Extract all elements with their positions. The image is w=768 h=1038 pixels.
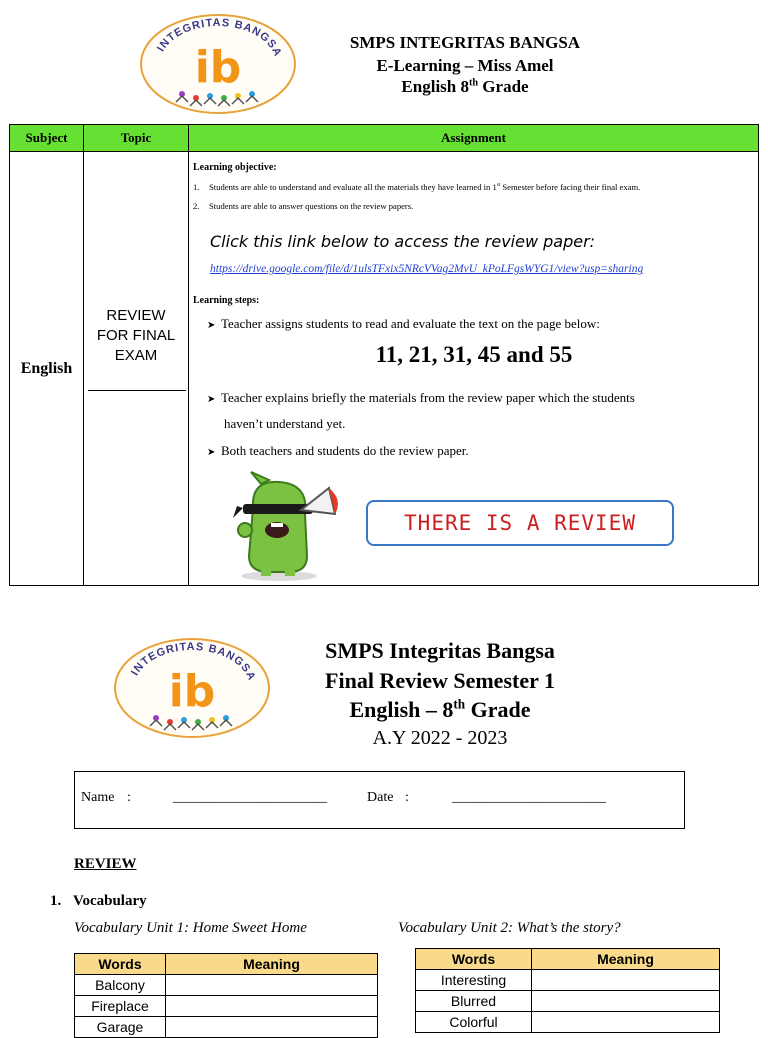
review-banner — [366, 500, 674, 546]
subject-text: English — [20, 359, 73, 377]
table-row — [416, 991, 720, 1012]
objective-2 — [193, 201, 413, 211]
objective-1-sup: st — [496, 182, 501, 189]
meaning-cell[interactable] — [166, 1017, 378, 1038]
logo-mark: ib — [168, 666, 216, 717]
word-cell: Colorful — [416, 1012, 532, 1033]
elearning-line: E-Learning – Miss Amel — [376, 56, 554, 75]
logo-text: INTEGRITAS BANGSA — [155, 16, 284, 59]
review-paper-link[interactable]: https://drive.google.com/file/d/1ulsTFxix5NRcVVag2MvU_kPoLFgsWYG1/view?usp=sharing — [210, 263, 644, 275]
click-instruction: Click this link below to access the review paper: — [210, 232, 596, 251]
step-2-cont: haven’t understand yet. — [224, 416, 346, 431]
assignment-cell — [189, 152, 759, 586]
pages-list: 11, 21, 31, 45 and 55 — [375, 342, 573, 367]
table-row — [416, 970, 720, 991]
name-date-box — [74, 771, 685, 829]
grade-line-post: Grade — [478, 77, 529, 96]
steps-heading: Learning steps: — [193, 295, 260, 306]
topic-cell — [84, 152, 189, 586]
meaning-cell[interactable] — [532, 1012, 720, 1033]
table-row — [75, 996, 378, 1017]
col-topic: Topic — [84, 125, 189, 152]
name-field[interactable]: ______________________ — [173, 790, 327, 805]
arrow-bullet-icon: ➤ — [207, 447, 216, 458]
step-1 — [207, 316, 600, 332]
table-row — [75, 975, 378, 996]
table-row — [416, 1012, 720, 1033]
name-colon: : — [127, 790, 131, 805]
topic-divider — [88, 390, 186, 391]
academic-year: A.Y 2022 - 2023 — [372, 727, 508, 749]
arrow-bullet-icon: ➤ — [207, 394, 216, 405]
unit2-vocab-table — [415, 948, 720, 1033]
col-subject: Subject — [10, 125, 84, 152]
logo-mark: ib — [194, 42, 242, 93]
logo-text: INTEGRITAS BANGSA — [129, 640, 258, 683]
objective-1 — [193, 182, 640, 192]
school-name: SMPS INTEGRITAS BANGSA — [349, 33, 581, 52]
objective-heading: Learning objective: — [193, 162, 277, 173]
review-school-name: SMPS Integritas Bangsa — [325, 638, 555, 663]
objective-1-pre: Students are able to understand and evaluate all the materials they have learned in 1 — [209, 182, 497, 192]
words-header: Words — [75, 954, 166, 975]
grade-line — [300, 77, 630, 97]
step-3 — [207, 443, 469, 459]
meaning-cell[interactable] — [532, 991, 720, 1012]
step-2 — [207, 390, 635, 406]
step-3-text: Both teachers and students do the review paper. — [221, 443, 469, 458]
word-cell: Balcony — [75, 975, 166, 996]
date-field[interactable]: ______________________ — [452, 790, 606, 805]
monster-megaphone-icon — [231, 470, 351, 582]
date-label: Date — [367, 790, 394, 805]
vocabulary-section — [50, 893, 147, 910]
words-header: Words — [416, 949, 532, 970]
review-grade — [270, 697, 610, 723]
section-title: Vocabulary — [73, 893, 147, 909]
objective-1-num: 1. — [193, 182, 200, 192]
word-cell: Interesting — [416, 970, 532, 991]
arrow-bullet-icon: ➤ — [207, 320, 216, 331]
review-title: Final Review Semester 1 — [325, 668, 555, 693]
unit1-vocab-table — [74, 953, 378, 1038]
review-grade-pre: English – 8 — [349, 697, 454, 722]
date-colon: : — [405, 790, 409, 805]
step-2-text: Teacher explains briefly the materials from the review paper which the students — [221, 390, 635, 405]
topic-line-3: EXAM — [114, 347, 158, 364]
table-row — [75, 1017, 378, 1038]
section-number: 1. — [50, 893, 62, 909]
meaning-header: Meaning — [166, 954, 378, 975]
meaning-header: Meaning — [532, 949, 720, 970]
review-banner-text: THERE IS A REVIEW — [404, 511, 636, 535]
meaning-cell[interactable] — [166, 975, 378, 996]
meaning-cell[interactable] — [166, 996, 378, 1017]
word-cell: Blurred — [416, 991, 532, 1012]
review-heading: REVIEW — [74, 856, 137, 872]
unit2-heading: Vocabulary Unit 2: What’s the story? — [398, 920, 621, 936]
school-logo — [138, 12, 298, 116]
review-grade-post: Grade — [465, 697, 531, 722]
objective-2-num: 2. — [193, 201, 200, 211]
meaning-cell[interactable] — [532, 970, 720, 991]
objective-2-text: Students are able to answer questions on the review papers. — [209, 201, 414, 211]
topic-line-1: REVIEW — [106, 307, 166, 324]
step-1-text: Teacher assigns students to read and evaluate the text on the page below: — [221, 316, 600, 331]
topic-line-2: FOR FINAL — [96, 327, 176, 344]
review-grade-sup: th — [453, 696, 466, 712]
assignment-table — [9, 124, 759, 586]
unit1-heading: Vocabulary Unit 1: Home Sweet Home — [74, 920, 307, 936]
grade-line-sup: th — [468, 77, 479, 89]
word-cell: Garage — [75, 1017, 166, 1038]
objective-1-post: Semester before facing their final exam. — [500, 182, 641, 192]
school-logo — [112, 636, 272, 740]
col-assignment: Assignment — [189, 125, 759, 152]
subject-cell — [10, 152, 84, 586]
name-label: Name — [81, 790, 115, 805]
grade-line-pre: English 8 — [401, 77, 469, 96]
word-cell: Fireplace — [75, 996, 166, 1017]
